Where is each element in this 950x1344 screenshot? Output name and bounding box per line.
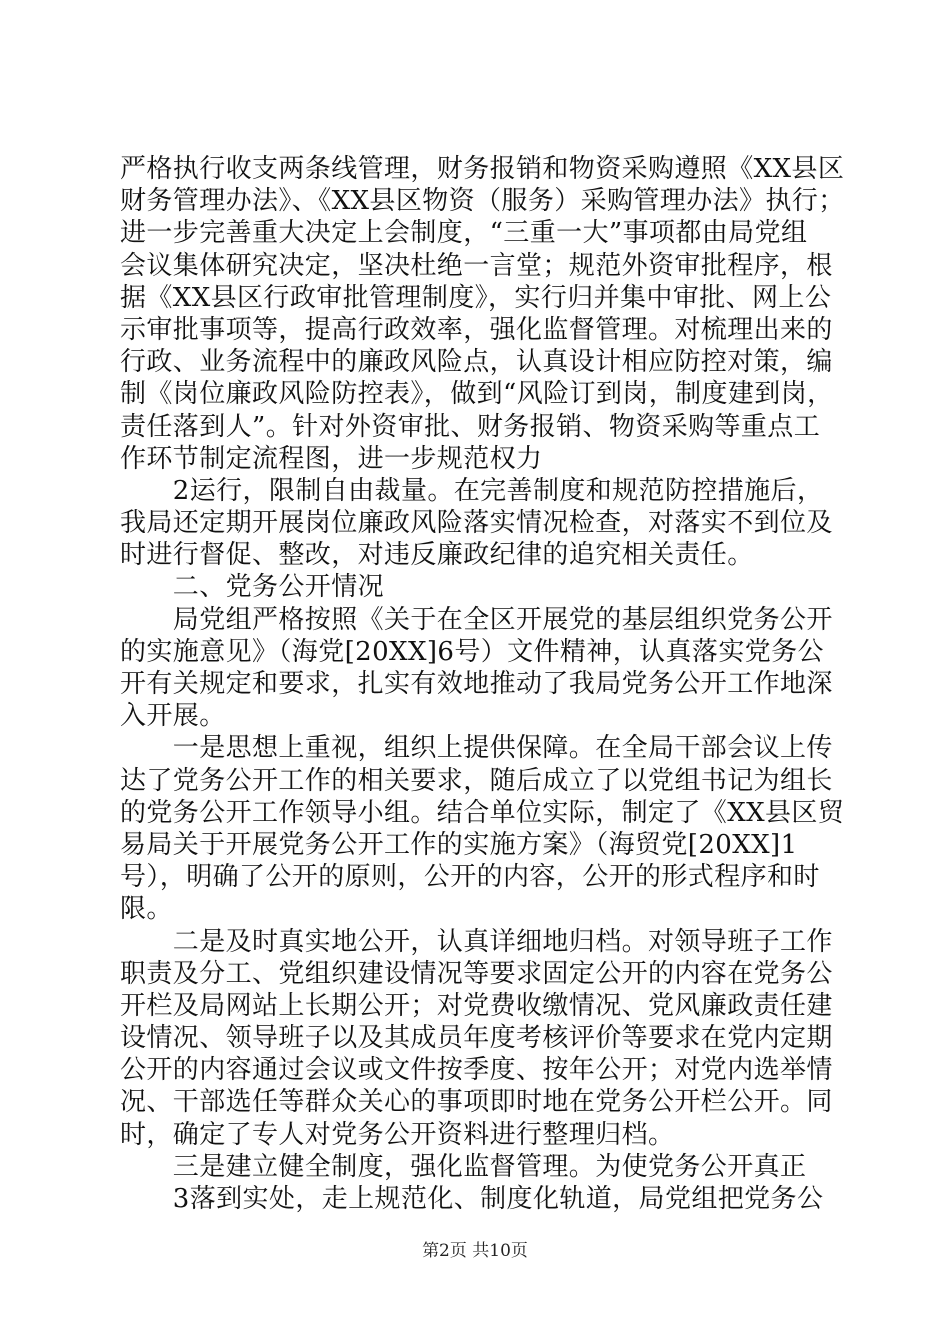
text-line: 财务管理办法》、《XX县区物资（服务）采购管理办法》执行； bbox=[120, 186, 845, 217]
text-line: 行政、业务流程中的廉政风险点，认真设计相应防控对策，编 bbox=[120, 347, 833, 378]
text-line: 时进行督促、整改，对违反廉政纪律的追究相关责任。 bbox=[120, 540, 754, 571]
text-line: 号），明确了公开的原则，公开的内容，公开的形式程序和时 bbox=[120, 862, 820, 893]
text-line: 公开的内容通过会议或文件按季度、按年公开；对党内选举情 bbox=[120, 1055, 833, 1086]
section-heading: 二、党务公开情况 bbox=[120, 572, 385, 603]
text-line: 易局关于开展党务公开工作的实施方案》（海贸党[20XX]1 bbox=[120, 829, 798, 860]
text-line: 设情况、领导班子以及其成员年度考核评价等要求在党内定期 bbox=[120, 1023, 833, 1054]
text-line: 进一步完善重大决定上会制度，“三重一大”事项都由局党组 bbox=[120, 218, 808, 249]
text-line: 会议集体研究决定，坚决杜绝一言堂；规范外资审批程序，根 bbox=[120, 250, 833, 281]
text-line: 的党务公开工作领导小组。结合单位实际，制定了《XX县区贸 bbox=[120, 797, 845, 828]
document-body bbox=[120, 153, 845, 1215]
text-line: 况、干部选任等群众关心的事项即时地在党务公开栏公开。同 bbox=[120, 1087, 833, 1118]
text-line: 据《XX县区行政审批管理制度》，实行归并集中审批、网上公 bbox=[120, 282, 832, 313]
text-line: 制《岗位廉政风险防控表》，做到“风险订到岗，制度建到岗， bbox=[120, 379, 834, 410]
text-line: 时，确定了专人对党务公开资料进行整理归档。 bbox=[120, 1119, 675, 1150]
text-line: 3落到实处，走上规范化、制度化轨道，局党组把党务公 bbox=[120, 1184, 824, 1214]
text-line: 我局还定期开展岗位廉政风险落实情况检查，对落实不到位及 bbox=[120, 508, 833, 539]
text-line: 二是及时真实地公开，认真详细地归档。对领导班子工作 bbox=[120, 926, 833, 957]
text-line: 作环节制定流程图，进一步规范权力 bbox=[120, 443, 543, 474]
text-line: 职责及分工、党组织建设情况等要求固定公开的内容在党务公 bbox=[120, 958, 833, 989]
text-line: 严格执行收支两条线管理，财务报销和物资采购遵照《XX县区 bbox=[120, 154, 845, 184]
text-line: 示审批事项等，提高行政效率，强化监督管理。对梳理出来的 bbox=[120, 314, 833, 345]
text-line: 2运行，限制自由裁量。在完善制度和规范防控措施后， bbox=[120, 475, 824, 506]
text-line: 限。 bbox=[120, 894, 173, 925]
text-line: 责任落到人”。针对外资审批、财务报销、物资采购等重点工 bbox=[120, 411, 821, 442]
text-line: 的实施意见》（海党[20XX]6号）文件精神，认真落实党务公 bbox=[120, 636, 824, 667]
page-number-label: 第2页 共10页 bbox=[422, 1241, 528, 1261]
text-line: 三是建立健全制度，强化监督管理。为使党务公开真正 bbox=[120, 1151, 807, 1182]
text-line: 开有关规定和要求，扎实有效地推动了我局党务公开工作地深 bbox=[120, 669, 833, 699]
page-footer bbox=[0, 1240, 950, 1262]
text-line: 局党组严格按照《关于在全区开展党的基层组织党务公开 bbox=[120, 604, 833, 635]
text-line: 入开展。 bbox=[120, 701, 226, 732]
text-line: 达了党务公开工作的相关要求，随后成立了以党组书记为组长 bbox=[120, 765, 833, 796]
text-line: 一是思想上重视，组织上提供保障。在全局干部会议上传 bbox=[120, 733, 833, 764]
text-line: 开栏及局网站上长期公开；对党费收缴情况、党风廉政责任建 bbox=[120, 990, 833, 1021]
